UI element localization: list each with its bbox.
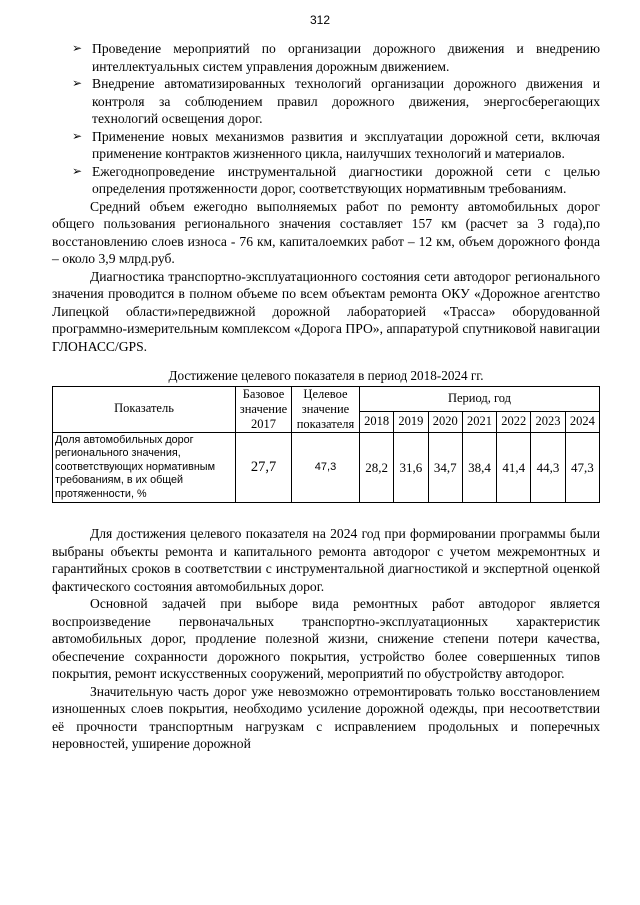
year-value: 47,3 — [565, 432, 599, 503]
bullet-text: Внедрение автоматизированных технологий организации дорожного движения и контроля за соблюдением правил дорожного движения, энергосберегающих технологий освещения дорог. — [92, 76, 600, 126]
year-value: 34,7 — [428, 432, 462, 503]
year-value: 38,4 — [462, 432, 496, 503]
year-header: 2022 — [497, 411, 531, 432]
paragraph: Основной задачей при выборе вида ремонтных работ автодорог является воспроизведение первоначальных транспортно-эксплуатационных характеристик автомобильных дорог, продление полезной жизни, снижение степени потери качества, обеспечение сохранности дорожного покрытия, устройство более совершенных типов покрытия, ремонт искусственных сооружений, мероприятий по обустройству автодорог. — [52, 596, 600, 681]
table-header-row — [53, 386, 600, 411]
bullet-item — [52, 40, 600, 75]
bullet-item — [52, 163, 600, 198]
table-row — [53, 432, 600, 503]
year-header: 2021 — [462, 411, 496, 432]
bullet-item — [52, 75, 600, 128]
bullet-text: Проведение мероприятий по организации дорожного движения и внедрению интеллектуальных систем управления дорожным движением. — [92, 41, 600, 74]
year-value: 44,3 — [531, 432, 565, 503]
table-caption: Достижение целевого показателя в период 2018-2024 гг. — [168, 368, 484, 383]
base-value: 27,7 — [236, 432, 292, 503]
year-value: 31,6 — [394, 432, 428, 503]
header-period: Период, год — [360, 386, 600, 411]
year-header: 2020 — [428, 411, 462, 432]
arrow-bullet-icon: ➢ — [72, 76, 83, 90]
bullet-item — [52, 128, 600, 163]
bullet-text: Ежегоднопроведение инструментальной диагностики дорожной сети с целью определения протяженности дорог, соответствующих нормативным требованиям. — [92, 163, 600, 196]
indicator-table — [52, 386, 600, 504]
year-header: 2018 — [360, 411, 394, 432]
year-header: 2023 — [531, 411, 565, 432]
text-after-table — [52, 525, 600, 753]
document-body — [52, 40, 600, 753]
header-indicator: Показатель — [53, 386, 236, 432]
arrow-bullet-icon: ➢ — [72, 128, 83, 143]
year-value: 41,4 — [497, 432, 531, 503]
indicator-name: Доля автомобильных дорог регионального значения, соответствующих нормативным требованиям, в их общей протяженности, % — [53, 432, 236, 503]
year-header: 2019 — [394, 411, 428, 432]
target-value: 47,3 — [292, 432, 360, 503]
bullet-text: Применение новых механизмов развития и эксплуатации дорожной сети, включая применение контрактов жизненного цикла, наилучших технологий и материалов. — [92, 128, 600, 161]
paragraph: Для достижения целевого показателя на 2024 год при формировании программы были выбраны объекты ремонта и капитального ремонта автодорог с учетом межремонтных и гарантийных сроков в соответствии с инструментальной диагностикой и экспертной оценкой фактического состояния автомобильных дорог. — [52, 526, 600, 594]
arrow-bullet-icon: ➢ — [72, 41, 83, 55]
year-header: 2024 — [565, 411, 599, 432]
paragraph: Диагностика транспортно-эксплуатационного состояния сети автодорог регионального значения проводится в полном объеме по всем объектам ремонта ОКУ «Дорожное агентство Липецкой области»передвижной дорожной лабораторией «Трасса» оборудованной программно-измерительным комплексом «Дорога ПРО», аппаратурой спутниковой навигации ГЛОНАСС/GPS. — [52, 268, 600, 354]
header-base: Базовое значение 2017 — [236, 386, 292, 432]
page-number: 312 — [309, 13, 331, 27]
header-target: Целевое значение показателя — [292, 386, 360, 432]
year-value: 28,2 — [360, 432, 394, 503]
arrow-bullet-icon: ➢ — [72, 163, 83, 178]
paragraph: Средний объем ежегодно выполняемых работ по ремонту автомобильных дорог общего пользования регионального значения составляет 157 км (расчет за 3 года),по восстановлению слоев износа - 76 км, капиталоемких работ – 12 км, объем дорожного фонда – около 3,9 млрд.руб. — [52, 198, 600, 266]
paragraph: Значительную часть дорог уже невозможно отремонтировать только восстановлением изношенных слоев покрытия, необходимо усиление дорожной одежды, при несоответствии её прочности транспортным нагрузкам с исправлением продольных и поперечных неровностей, уширение дорожной — [52, 683, 600, 751]
